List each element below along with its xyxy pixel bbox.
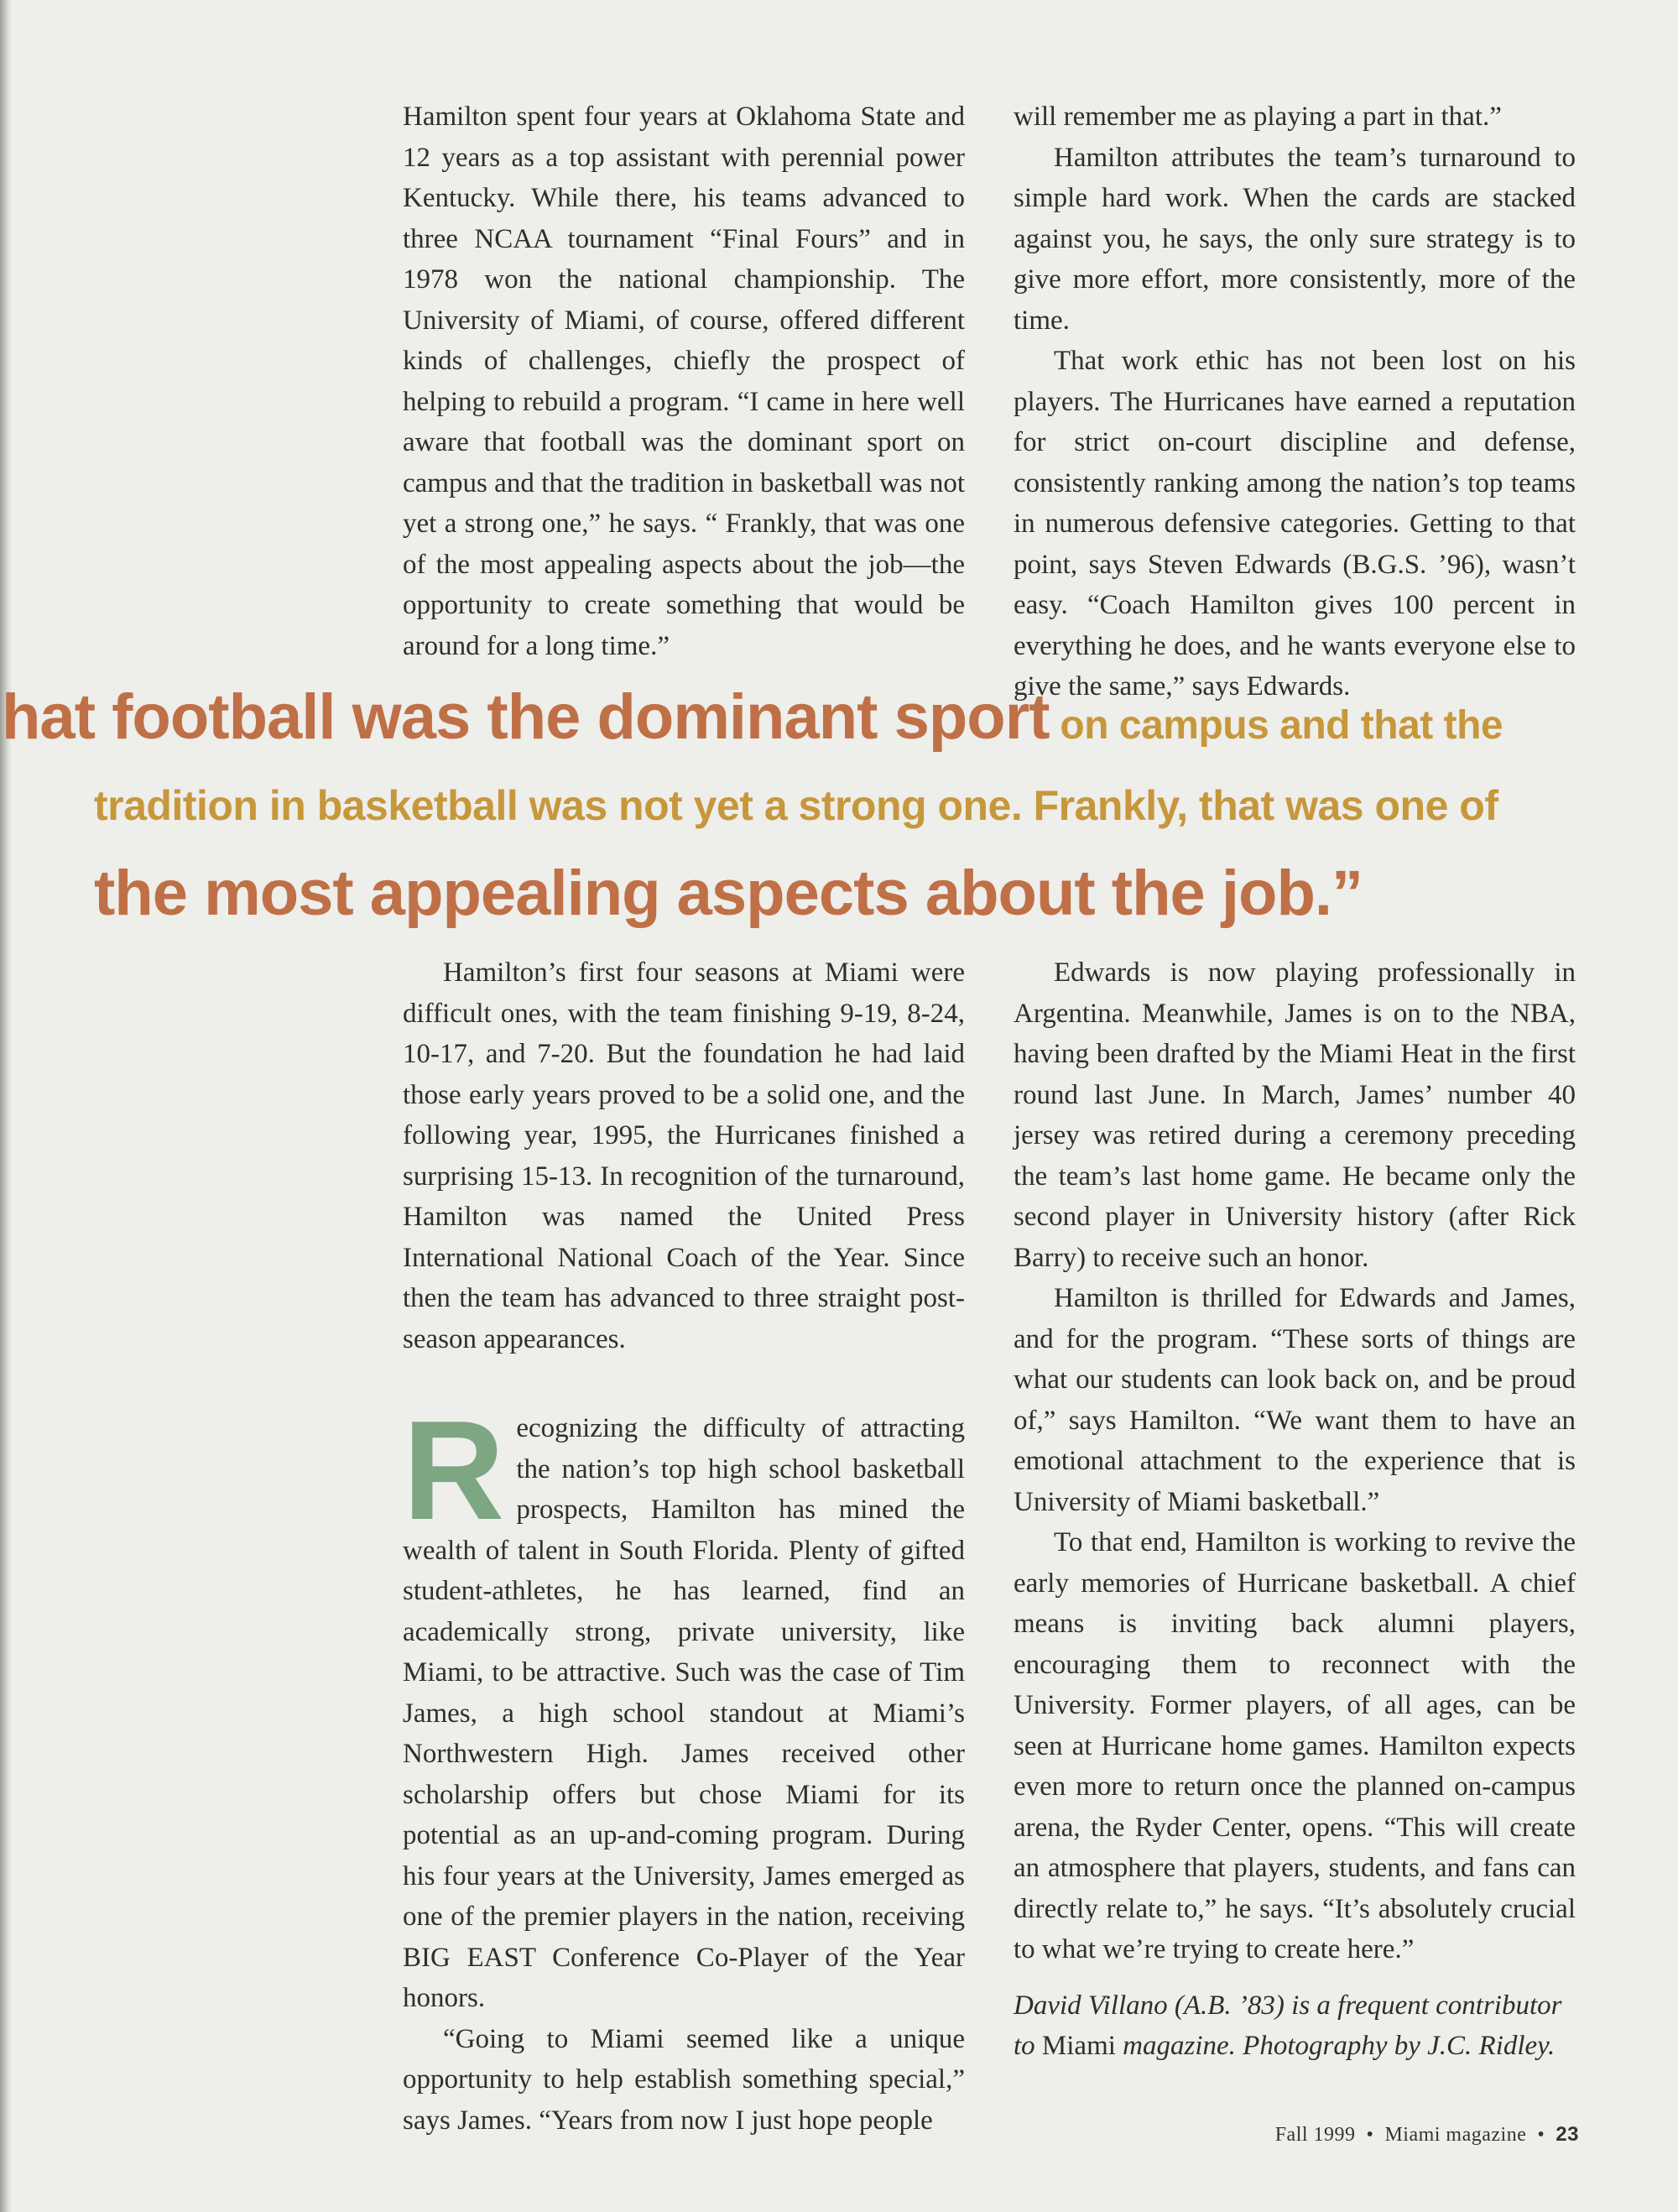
paragraph: will remember me as playing a part in that.” [1014,102,1502,132]
paragraph: “Going to Miami seemed like a unique opportunity to help establish something special,” says James. “Years from now I just hope people [403,2023,965,2136]
paragraph: Hamilton’s first four seasons at Miami were difficult ones, with the team finishing 9-19, 8-24, 10-17, and 7-20. But the foundation he had laid those early years proved to be a solid one, and the following year, 1995, the Hurricanes finished a surprising 15-13. In recognition of the turnaround, Hamilton was named the United Press International National Coach of the Year. Since then the team has advanced to three straight post-season appearances. [403,957,965,1354]
paragraph-with-dropcap [403,1391,965,2019]
magazine-name: Miami magazine [1384,2124,1527,2146]
paragraph-text: ecognizing the difficulty of attracting the nation’s top high school basketball prospects, Hamilton has mined the wealth of talent in South Florida. Plenty of gifted student-athletes, he has learned, find an academically strong, private university, like Miami, to be attractive. Such was the case of Tim James, a high school standout at Miami’s Northwestern High. James received other scholarship offers but chose Miami for its potential as an up-and-coming program. During his four years at the University, James emerged as one of the premier players in the nation, receiving BIG EAST Conference Co-Player of the Year honors. [403,1413,965,2013]
pull-quote-line-3: the most appealing aspects about the job.” [94,858,1363,929]
article-column-top-left [403,97,965,666]
paragraph: To that end, Hamilton is working to revive the early memories of Hurricane basketball. A chief means is inviting back alumni players, encouraging them to reconnect with the University. Former players, of all ages, can be seen at Hurricane home games. Hamilton expects even more to return once the planned on-campus arena, the Ryder Center, opens. “This will create an atmosphere that players, students, and fans can directly relate to,” he says. “It’s absolutely crucial to what we’re trying to create here.” [1014,1527,1576,1964]
pull-quote-small-text: on campus and that the [1049,703,1503,748]
paragraph: Hamilton is thrilled for Edwards and James, and for the program. “These sorts of things are what our students can look back on, and be proud of,” says Hamilton. “We want them to have an emotional attachment to the experience that is University of Miami basketball.” [1014,1283,1576,1517]
credit-magazine-name: Miami [1041,2031,1116,2061]
footer-separator: • [1366,2124,1374,2146]
footer-separator: • [1537,2124,1545,2146]
article-column-bottom-right [1014,952,1576,2067]
page-number: 23 [1556,2123,1579,2146]
pull-quote-large-text: hat football was the dominant sport [2,681,1050,753]
paragraph: Hamilton spent four years at Oklahoma State and 12 years as a top assistant with perennial power Kentucky. While there, his teams advanced to three NCAA tournament “Final Fours” and in 1978 won the national championship. The University of Miami, of course, offered different kinds of challenges, chiefly the prospect of helping to rebuild a program. “I came in here well aware that football was the dominant sport on campus and that the tradition in basketball was not yet a strong one,” he says. “ Frankly, that was one of the most appealing aspects about the job—the opportunity to create something that would be around for a long time.” [403,102,965,661]
author-credit [1014,1985,1576,2067]
article-column-bottom-left [403,952,965,2141]
pull-quote-line-2: tradition in basketball was not yet a strong one. Frankly, that was one of [94,782,1498,829]
paragraph: Edwards is now playing professionally in Argentina. Meanwhile, James is on to the NBA, having been drafted by the Miami Heat in the first round last June. In March, James’ number 40 jersey was retired during a ceremony preceding the team’s last home game. He became only the second player in University history (after Rick Barry) to receive such an honor. [1014,957,1576,1273]
credit-text: magazine. Photography by J.C. Ridley. [1115,2031,1556,2061]
page-footer [1275,2123,1579,2147]
article-column-top-right [1014,97,1576,707]
paragraph: That work ethic has not been lost on his players. The Hurricanes have earned a reputation for strict on-court discipline and defense, consistently ranking among the nation’s top teams in numerous defensive categories. Getting to that point, says Steven Edwards (B.G.S. ’96), wasn’t easy. “Coach Hamilton gives 100 percent in everything he does, and he wants everyone else to give the same,” says Edwards. [1014,346,1576,702]
issue-date: Fall 1999 [1274,2124,1356,2146]
pull-quote-line-1 [2,680,1503,764]
page-edge-shadow [0,0,12,2212]
drop-cap-letter: R [403,1391,505,1549]
paragraph: Hamilton attributes the team’s turnaround to simple hard work. When the cards are stacked against you, he says, the only sure strategy is to give more effort, more consistently, more of the time. [1014,142,1576,336]
credit-text: David Villano (A.B. ’83) is a frequent contributor to [1014,1990,1562,2061]
